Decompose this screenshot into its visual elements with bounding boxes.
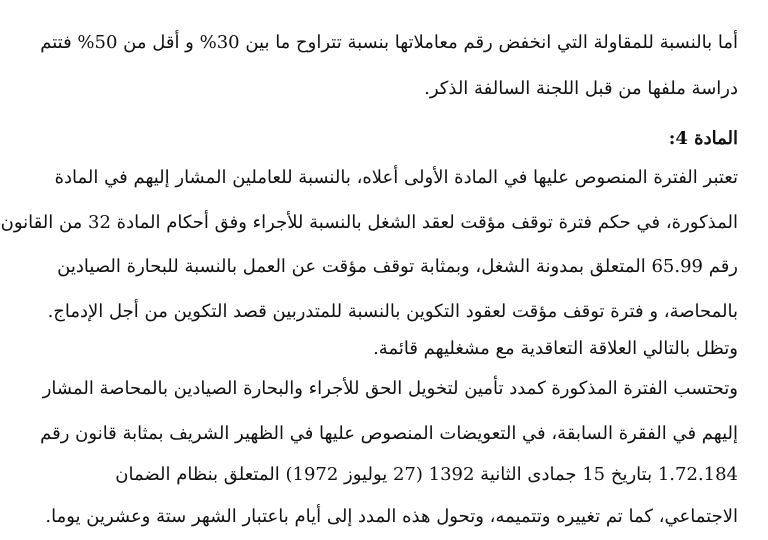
paragraph1-line-5: وتظل بالتالي العلاقة التعاقدية مع مشغليهم قائمة. bbox=[373, 338, 738, 359]
paragraph2-line-1: وتحتسب الفترة المذكورة كمدد تأمين لتخويل الحق للأجراء والبحارة الصيادين بالمحاصة المشار bbox=[42, 378, 738, 399]
paragraph1-line-3: رقم 65.99 المتعلق بمدونة الشغل، وبمثابة توقف مؤقت عن العمل بالنسبة للبحارة الصيادين bbox=[57, 256, 738, 277]
paragraph1-line-2: المذكورة، في حكم فترة توقف مؤقت لعقد الشغل بالنسبة للأجراء وفق أحكام المادة 32 من القانون bbox=[0, 212, 738, 233]
paragraph2-line-2: إليهم في الفقرة السابقة، في التعويضات المنصوص عليها في الظهير الشريف بمثابة قانون رقم bbox=[40, 423, 738, 444]
paragraph2-line-3: 1.72.184 بتاريخ 15 جمادى الثانية 1392 (27 يوليوز 1972) المتعلق بنظام الضمان bbox=[115, 464, 738, 485]
paragraph1-line-4: بالمحاصة، و فترة توقف مؤقت لعقود التكوين بالنسبة للمتدربين قصد التكوين من أجل الإدماج. bbox=[47, 301, 738, 322]
paragraph2-line-4: الاجتماعي، كما تم تغييره وتتميمه، وتحول هذه المدد إلى أيام باعتبار الشهر ستة وعشرين يوما. bbox=[45, 506, 738, 527]
paragraph1-line-1: تعتبر الفترة المنصوص عليها في المادة الأولى أعلاه، بالنسبة للعاملين المشار إليهم في المادة bbox=[54, 167, 738, 188]
intro-line-2: دراسة ملفها من قبل اللجنة السالفة الذكر. bbox=[424, 78, 738, 99]
article-title: المادة 4: bbox=[668, 128, 738, 149]
intro-line-1: أما بالنسبة للمقاولة التي انخفض رقم معاملاتها بنسبة تتراوح ما بين 30% و أقل من 50% فتتم bbox=[40, 32, 738, 53]
